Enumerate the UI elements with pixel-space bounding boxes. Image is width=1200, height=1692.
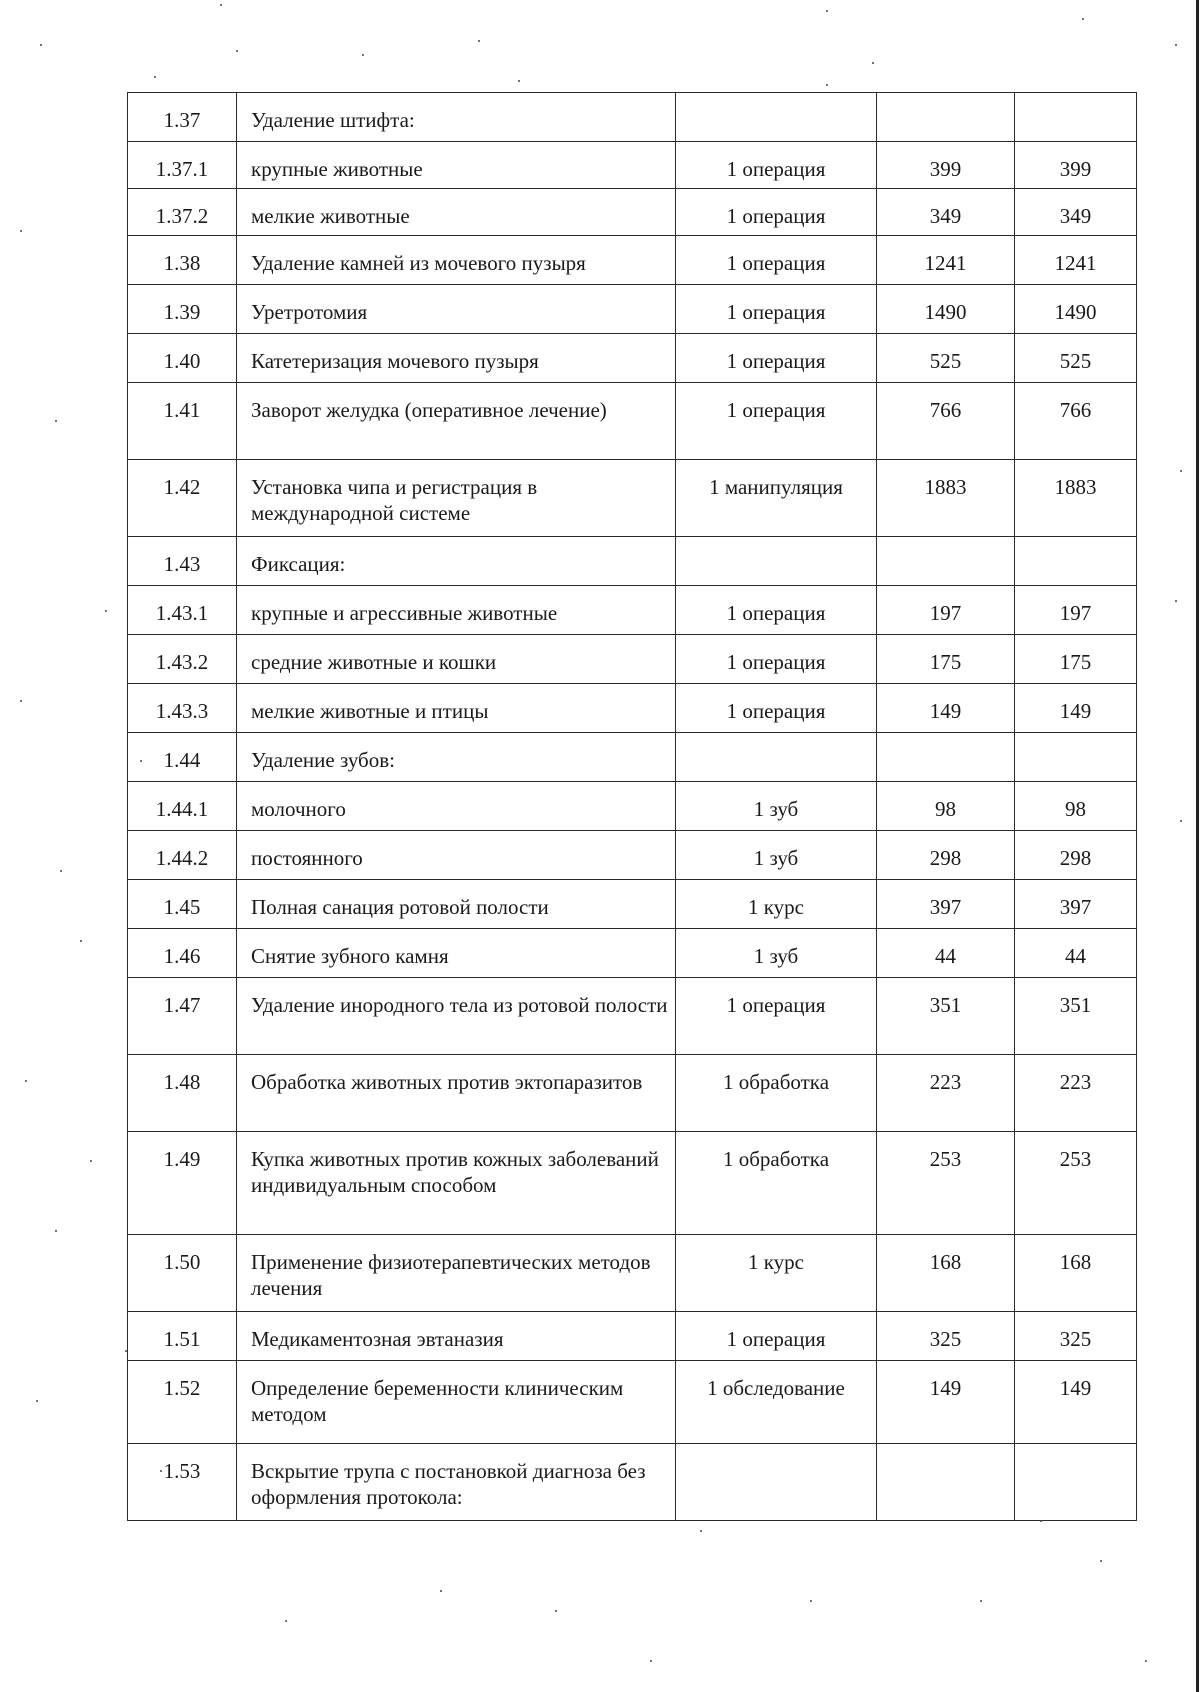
scan-speck [518,80,520,82]
price-column-1 [877,537,1015,586]
service-name: Полная санация ротовой полости [237,880,676,929]
unit-of-measure: 1 операция [676,684,877,733]
scan-speck [826,84,828,86]
scan-speck [55,1230,57,1232]
price-column-1 [877,733,1015,782]
scan-speck [478,40,480,42]
price-column-1 [877,93,1015,142]
price-column-2: 44 [1015,929,1137,978]
price-column-1: 223 [877,1055,1015,1132]
row-number: 1.50 [128,1235,237,1312]
scan-speck [980,1600,982,1602]
unit-of-measure: 1 операция [676,383,877,460]
price-column-2: 325 [1015,1312,1137,1361]
unit-of-measure: 1 операция [676,285,877,334]
unit-of-measure: 1 обследование [676,1361,877,1444]
table-row [128,782,1137,831]
price-column-1: 349 [877,189,1015,236]
price-column-1: 149 [877,684,1015,733]
unit-of-measure: 1 операция [676,189,877,236]
price-column-1: 149 [877,1361,1015,1444]
price-column-2: 351 [1015,978,1137,1055]
price-column-1: 298 [877,831,1015,880]
scan-speck [36,1400,38,1402]
price-column-2 [1015,733,1137,782]
unit-of-measure: 1 зуб [676,831,877,880]
row-number: 1.46 [128,929,237,978]
price-column-1: 1883 [877,460,1015,537]
unit-of-measure: 1 операция [676,142,877,189]
price-table [127,92,1137,1521]
scan-speck [1175,44,1177,46]
row-number: 1.37.2 [128,189,237,236]
row-number: 1.49 [128,1132,237,1235]
price-column-2 [1015,1444,1137,1521]
price-column-2: 168 [1015,1235,1137,1312]
row-number: 1.41 [128,383,237,460]
service-name: Уретротомия [237,285,676,334]
service-name: Купка животных против кожных заболеваний индивидуальным способом [237,1132,676,1235]
table-row [128,1444,1137,1521]
service-name: Удаление штифта: [237,93,676,142]
service-name: Фиксация: [237,537,676,586]
unit-of-measure: 1 курс [676,1235,877,1312]
service-name: Медикаментозная эвтаназия [237,1312,676,1361]
scan-speck [140,760,142,762]
price-column-2: 149 [1015,1361,1137,1444]
scan-speck [650,1660,652,1662]
scan-speck [1180,820,1182,822]
price-column-1: 253 [877,1132,1015,1235]
price-column-1: 1241 [877,236,1015,285]
unit-of-measure: 1 операция [676,635,877,684]
unit-of-measure: 1 операция [676,586,877,635]
table-row [128,334,1137,383]
price-column-2: 1490 [1015,285,1137,334]
unit-of-measure: 1 обработка [676,1055,877,1132]
row-number: 1.43.1 [128,586,237,635]
scan-speck [220,4,222,6]
price-column-1: 197 [877,586,1015,635]
price-column-2: 98 [1015,782,1137,831]
table-row [128,831,1137,880]
unit-of-measure: 1 операция [676,334,877,383]
row-number: 1.51 [128,1312,237,1361]
price-column-1: 399 [877,142,1015,189]
table-row [128,1055,1137,1132]
service-name: Применение физиотерапевтических методов лечения [237,1235,676,1312]
row-number: 1.43 [128,537,237,586]
table-row [128,383,1137,460]
service-name: Снятие зубного камня [237,929,676,978]
unit-of-measure [676,1444,877,1521]
row-number: 1.52 [128,1361,237,1444]
unit-of-measure: 1 операция [676,1312,877,1361]
row-number: 1.43.3 [128,684,237,733]
row-number: 1.37.1 [128,142,237,189]
service-name: Обработка животных против эктопаразитов [237,1055,676,1132]
table-row [128,586,1137,635]
row-number: 1.39 [128,285,237,334]
service-name: молочного [237,782,676,831]
unit-of-measure: 1 операция [676,978,877,1055]
scan-speck [1145,1660,1147,1662]
scan-speck [826,10,828,12]
scan-speck [1040,1520,1042,1522]
price-column-1 [877,1444,1015,1521]
price-column-2 [1015,93,1137,142]
price-column-2: 1241 [1015,236,1137,285]
scan-speck [1082,18,1084,20]
table-row [128,978,1137,1055]
price-column-2 [1015,537,1137,586]
service-name: мелкие животные [237,189,676,236]
table-row [128,635,1137,684]
scan-speck [25,1080,27,1082]
row-number: 1.42 [128,460,237,537]
scan-speck [60,870,62,872]
price-column-2: 149 [1015,684,1137,733]
table-row [128,880,1137,929]
row-number: 1.44 [128,733,237,782]
price-column-1: 98 [877,782,1015,831]
row-number: 1.53 [128,1444,237,1521]
price-column-2: 197 [1015,586,1137,635]
scan-speck [810,1600,812,1602]
service-name: Заворот желудка (оперативное лечение) [237,383,676,460]
unit-of-measure: 1 обработка [676,1132,877,1235]
price-column-2: 298 [1015,831,1137,880]
price-column-1: 1490 [877,285,1015,334]
scan-speck [55,420,57,422]
scan-speck [440,1590,442,1592]
scan-speck [1175,600,1177,602]
table-row [128,236,1137,285]
service-name: Установка чипа и регистрация в международной системе [237,460,676,537]
scan-speck [872,62,874,64]
row-number: 1.44.1 [128,782,237,831]
scan-speck [555,1610,557,1612]
scan-speck [1100,1560,1102,1562]
table-row [128,1361,1137,1444]
table-row [128,93,1137,142]
price-column-2: 253 [1015,1132,1137,1235]
price-column-1: 525 [877,334,1015,383]
service-name: постоянного [237,831,676,880]
row-number: 1.40 [128,334,237,383]
row-number: 1.44.2 [128,831,237,880]
row-number: 1.37 [128,93,237,142]
price-column-1: 168 [877,1235,1015,1312]
unit-of-measure: 1 зуб [676,929,877,978]
price-column-1: 44 [877,929,1015,978]
price-column-2: 766 [1015,383,1137,460]
price-column-2: 175 [1015,635,1137,684]
scan-edge-line [1196,0,1199,1692]
price-column-2: 1883 [1015,460,1137,537]
service-name: Удаление камней из мочевого пузыря [237,236,676,285]
row-number: 1.47 [128,978,237,1055]
unit-of-measure [676,93,877,142]
row-number: 1.38 [128,236,237,285]
price-column-2: 223 [1015,1055,1137,1132]
row-number: 1.48 [128,1055,237,1132]
row-number: 1.45 [128,880,237,929]
unit-of-measure: 1 манипуляция [676,460,877,537]
row-number: 1.43.2 [128,635,237,684]
price-column-1: 766 [877,383,1015,460]
service-name: крупные и агрессивные животные [237,586,676,635]
table-row [128,142,1137,189]
scan-speck [1180,470,1182,472]
price-column-1: 325 [877,1312,1015,1361]
scan-speck [700,1530,702,1532]
service-name: средние животные и кошки [237,635,676,684]
price-column-1: 351 [877,978,1015,1055]
service-name: Удаление зубов: [237,733,676,782]
service-name: Удаление инородного тела из ротовой полости [237,978,676,1055]
scan-speck [80,940,82,942]
service-name: Катетеризация мочевого пузыря [237,334,676,383]
scan-speck [20,700,22,702]
scan-speck [362,54,364,56]
table-row [128,733,1137,782]
price-column-2: 349 [1015,189,1137,236]
unit-of-measure: 1 курс [676,880,877,929]
scan-speck [285,1620,287,1622]
price-column-2: 399 [1015,142,1137,189]
scan-speck [154,76,156,78]
service-name: мелкие животные и птицы [237,684,676,733]
unit-of-measure: 1 зуб [676,782,877,831]
price-column-1: 397 [877,880,1015,929]
unit-of-measure [676,733,877,782]
table-row [128,460,1137,537]
service-name: крупные животные [237,142,676,189]
table-row [128,1312,1137,1361]
table-row [128,684,1137,733]
table-row [128,1235,1137,1312]
price-column-1: 175 [877,635,1015,684]
scan-speck [90,1160,92,1162]
table-row [128,285,1137,334]
scan-speck [20,230,22,232]
table-row [128,189,1137,236]
service-name: Вскрытие трупа с постановкой диагноза без оформления протокола: [237,1444,676,1521]
table-row [128,537,1137,586]
table-row [128,1132,1137,1235]
scan-speck [236,50,238,52]
unit-of-measure [676,537,877,586]
price-column-2: 525 [1015,334,1137,383]
unit-of-measure: 1 операция [676,236,877,285]
price-column-2: 397 [1015,880,1137,929]
scan-speck [105,610,107,612]
scan-speck [160,1470,162,1472]
table-row [128,929,1137,978]
price-table-body [128,93,1137,1521]
scan-speck [40,44,42,46]
scan-speck [125,1350,127,1352]
service-name: Определение беременности клиническим методом [237,1361,676,1444]
